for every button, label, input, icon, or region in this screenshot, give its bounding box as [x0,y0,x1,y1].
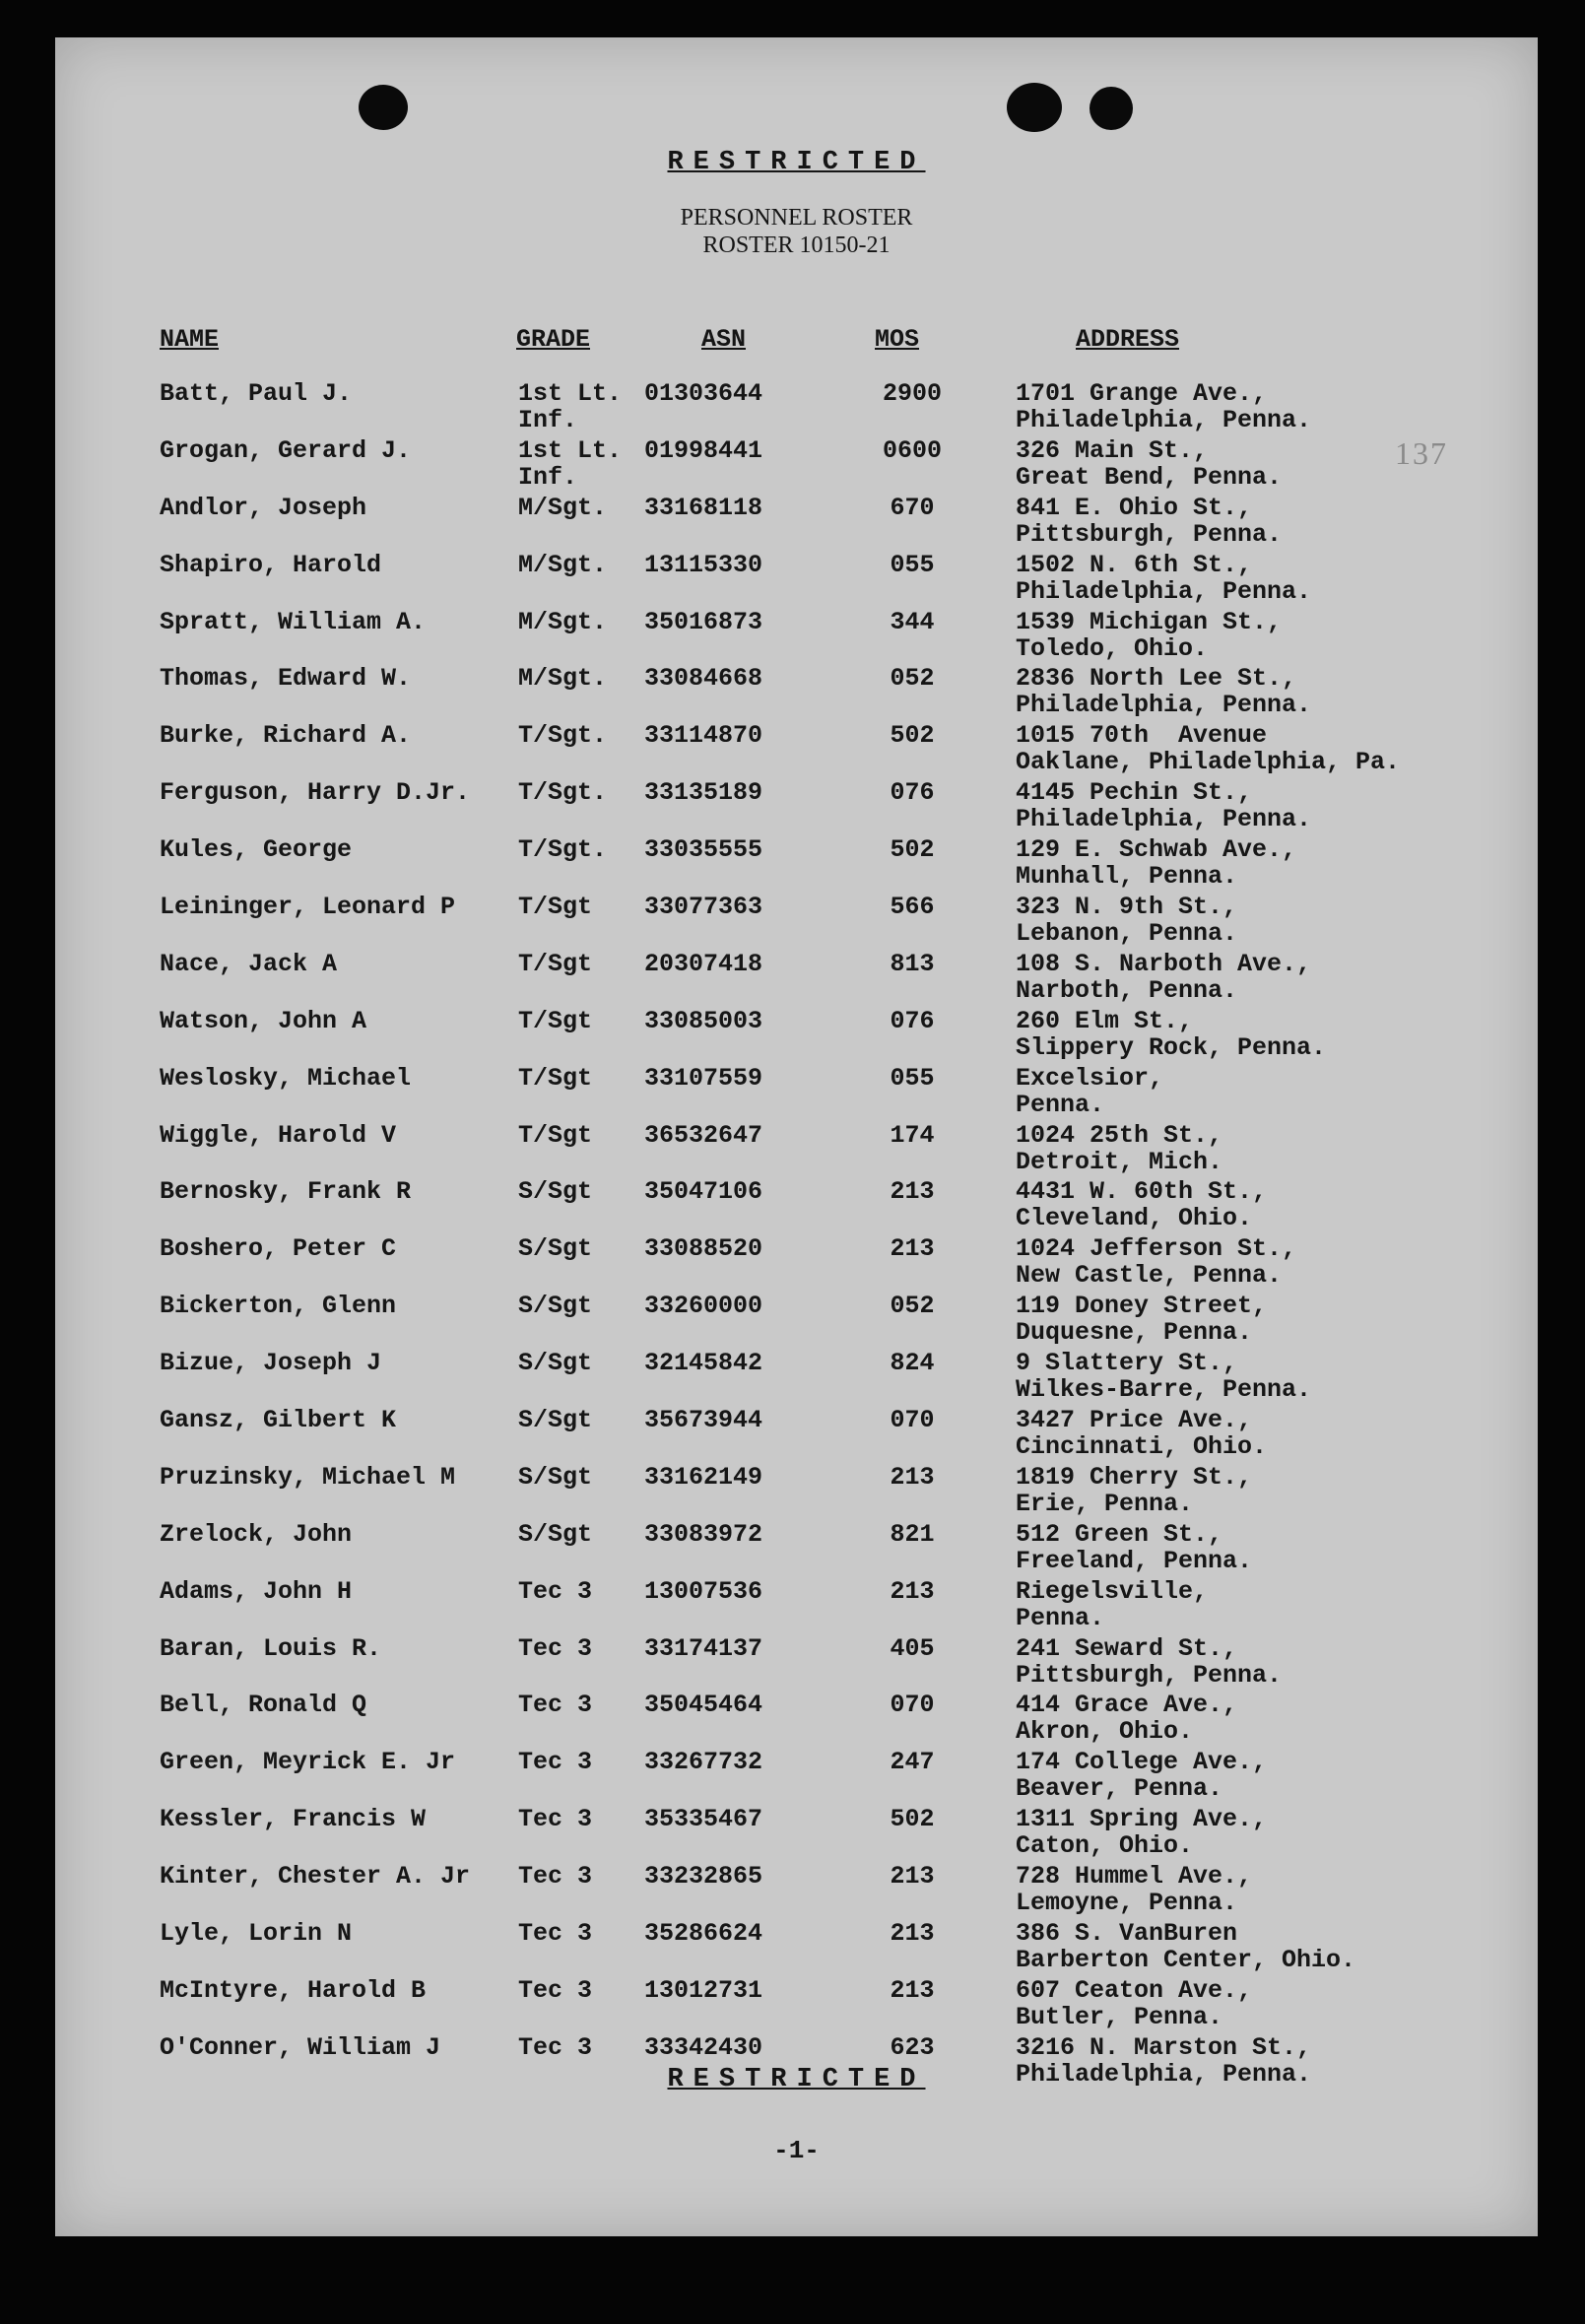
mos-cell: 623 [890,2032,935,2062]
mos-cell: 055 [890,1063,935,1093]
asn-cell: 35286624 [644,1919,763,1949]
name-cell: Leininger, Leonard P [160,893,456,922]
mos-cell: 213 [890,1862,935,1892]
mos-cell: 344 [890,607,935,636]
name-cell: Gansz, Gilbert K [160,1406,397,1435]
mos-cell: 2900 [882,379,942,408]
name-cell: Pruzinsky, Michael M [160,1462,456,1492]
name-cell: Watson, John A [160,1006,367,1035]
address-line2-cell: Great Bend, Penna. [1016,462,1283,492]
address-line1-cell: Riegelsville, [1016,1576,1209,1606]
grade-cell: S/Sgt [518,1519,593,1549]
address-line1-cell: 414 Grace Ave., [1016,1691,1238,1720]
mos-cell: 502 [890,835,935,865]
mos-cell: 502 [890,1805,935,1834]
grade-cell: S/Sgt [518,1234,593,1264]
address-line1-cell: 728 Hummel Ave., [1016,1862,1253,1892]
address-line1-cell: 512 Green St., [1016,1519,1223,1549]
address-line2-cell: Akron, Ohio. [1016,1717,1194,1747]
grade-cell: Tec 3 [518,1805,593,1834]
address-line1-cell: 841 E. Ohio St., [1016,493,1253,522]
document-page [55,37,1538,2236]
table-row [55,437,1538,495]
address-line2-cell: Caton, Ohio. [1016,1831,1194,1861]
address-line1-cell: 129 E. Schwab Ave., [1016,835,1297,865]
mos-cell: 055 [890,550,935,579]
name-cell: Ferguson, Harry D.Jr. [160,778,471,808]
table-row [55,665,1538,722]
asn-cell: 01998441 [644,435,763,465]
margin-number: 137 [1395,435,1448,471]
grade-branch-cell: Inf. [518,406,578,434]
address-line2-cell: Oaklane, Philadelphia, Pa. [1016,748,1401,777]
address-line1-cell: 1502 N. 6th St., [1016,550,1253,579]
name-cell: Adams, John H [160,1576,353,1606]
table-row [55,1920,1538,1977]
table-row [55,495,1538,552]
address-line2-cell: Penna. [1016,1603,1105,1632]
address-line2-cell: Erie, Penna. [1016,1489,1194,1518]
mos-cell: 824 [890,1349,935,1378]
table-row [55,609,1538,666]
table-row [55,380,1538,437]
address-line2-cell: Philadelphia, Penna. [1016,691,1312,720]
asn-cell: 33107559 [644,1063,763,1093]
grade-cell: S/Sgt [518,1462,593,1492]
address-line2-cell: Cincinnati, Ohio. [1016,1432,1268,1462]
name-cell: O'Conner, William J [160,2032,441,2062]
roster-table [55,380,1538,2092]
grade-cell: T/Sgt. [518,835,608,865]
mos-cell: 213 [890,1975,935,2005]
address-line2-cell: Philadelphia, Penna. [1016,576,1312,606]
address-line2-cell: Pittsburgh, Penna. [1016,519,1283,549]
grade-cell: Tec 3 [518,1748,593,1777]
address-line2-cell: Philadelphia, Penna. [1016,805,1312,834]
roster-number: ROSTER 10150-21 [702,232,891,258]
column-header-asn: ASN [701,325,747,354]
asn-cell: 33267732 [644,1748,763,1777]
table-row [55,1293,1538,1350]
grade-cell: 1st Lt. [518,379,623,408]
asn-cell: 33084668 [644,664,763,694]
address-line1-cell: 1024 Jefferson St., [1016,1234,1297,1264]
mos-cell: 213 [890,1919,935,1949]
address-line1-cell: 119 Doney Street, [1016,1292,1268,1321]
address-line1-cell: 260 Elm St., [1016,1006,1194,1035]
grade-cell: S/Sgt [518,1406,593,1435]
address-line1-cell: 1819 Cherry St., [1016,1462,1253,1492]
grade-cell: Tec 3 [518,1633,593,1663]
name-cell: Kessler, Francis W [160,1805,427,1834]
address-line1-cell: 174 College Ave., [1016,1748,1268,1777]
punch-hole-far-right [1090,87,1133,130]
table-row [55,1464,1538,1521]
name-cell: Bickerton, Glenn [160,1292,397,1321]
address-line1-cell: 1701 Grange Ave., [1016,379,1268,408]
address-line1-cell: 4145 Pechin St., [1016,778,1253,808]
column-header-grade: GRADE [516,325,591,354]
name-cell: Thomas, Edward W. [160,664,412,694]
address-line1-cell: 1539 Michigan St., [1016,607,1283,636]
grade-cell: T/Sgt [518,949,593,978]
table-row [55,1806,1538,1863]
table-row [55,836,1538,894]
mos-cell: 213 [890,1576,935,1606]
asn-cell: 33260000 [644,1292,763,1321]
name-cell: Andlor, Joseph [160,493,367,522]
address-line1-cell: 323 N. 9th St., [1016,893,1238,922]
punch-hole-right [1007,83,1062,132]
address-line2-cell: Cleveland, Ohio. [1016,1204,1253,1233]
address-line2-cell: Beaver, Penna. [1016,1774,1223,1804]
grade-cell: S/Sgt [518,1349,593,1378]
mos-cell: 405 [890,1633,935,1663]
asn-cell: 33232865 [644,1862,763,1892]
address-line2-cell: Wilkes-Barre, Penna. [1016,1375,1312,1405]
table-row [55,1407,1538,1464]
mos-cell: 670 [890,493,935,522]
asn-cell: 35016873 [644,607,763,636]
table-row [55,1692,1538,1749]
asn-cell: 33083972 [644,1519,763,1549]
grade-cell: M/Sgt. [518,607,608,636]
table-row [55,1578,1538,1635]
table-row [55,1521,1538,1578]
address-line2-cell: New Castle, Penna. [1016,1261,1283,1291]
mos-cell: 213 [890,1177,935,1207]
table-row [55,722,1538,779]
address-line2-cell: Duquesne, Penna. [1016,1318,1253,1348]
asn-cell: 01303644 [644,379,763,408]
address-line2-cell: Pittsburgh, Penna. [1016,1660,1283,1690]
address-line1-cell: 1311 Spring Ave., [1016,1805,1268,1834]
grade-cell: M/Sgt. [518,664,608,694]
address-line1-cell: 1024 25th St., [1016,1120,1223,1150]
mos-cell: 070 [890,1691,935,1720]
table-row [55,1178,1538,1235]
column-header-address: ADDRESS [1076,325,1180,354]
address-line1-cell: 108 S. Narboth Ave., [1016,949,1312,978]
asn-cell: 32145842 [644,1349,763,1378]
mos-cell: 566 [890,893,935,922]
table-row [55,894,1538,951]
column-header-mos: MOS [875,325,920,354]
page-number: -1- [773,2136,820,2165]
grade-cell: S/Sgt [518,1292,593,1321]
address-line1-cell: 3427 Price Ave., [1016,1406,1253,1435]
asn-cell: 36532647 [644,1120,763,1150]
table-row [55,779,1538,836]
table-row [55,1749,1538,1806]
table-row [55,1635,1538,1693]
grade-cell: M/Sgt. [518,493,608,522]
mos-cell: 076 [890,1006,935,1035]
grade-cell: T/Sgt [518,1063,593,1093]
name-cell: Spratt, William A. [160,607,427,636]
grade-cell: T/Sgt [518,893,593,922]
name-cell: Zrelock, John [160,1519,353,1549]
table-row [55,1122,1538,1179]
name-cell: Burke, Richard A. [160,721,412,751]
mos-cell: 247 [890,1748,935,1777]
name-cell: Kinter, Chester A. Jr [160,1862,471,1892]
table-row [55,1065,1538,1122]
asn-cell: 33168118 [644,493,763,522]
address-line2-cell: Lebanon, Penna. [1016,919,1238,949]
grade-cell: 1st Lt. [518,435,623,465]
asn-cell: 33174137 [644,1633,763,1663]
roster-title: PERSONNEL ROSTER [680,205,913,231]
table-row [55,1235,1538,1293]
asn-cell: 13115330 [644,550,763,579]
address-line2-cell: Toledo, Ohio. [1016,633,1209,663]
asn-cell: 33088520 [644,1234,763,1264]
address-line1-cell: 4431 W. 60th St., [1016,1177,1268,1207]
address-line2-cell: Lemoyne, Penna. [1016,1889,1238,1918]
column-header-name: NAME [160,325,220,354]
name-cell: Bizue, Joseph J [160,1349,382,1378]
asn-cell: 33135189 [644,778,763,808]
address-line1-cell: 241 Seward St., [1016,1633,1238,1663]
name-cell: Bernosky, Frank R [160,1177,412,1207]
name-cell: Grogan, Gerard J. [160,435,412,465]
name-cell: Batt, Paul J. [160,379,353,408]
address-line1-cell: Excelsior, [1016,1063,1164,1093]
table-row [55,1863,1538,1920]
mos-cell: 070 [890,1406,935,1435]
name-cell: McIntyre, Harold B [160,1975,427,2005]
mos-cell: 821 [890,1519,935,1549]
punch-hole-left [359,85,408,130]
name-cell: Baran, Louis R. [160,1633,382,1663]
address-line2-cell: Slippery Rock, Penna. [1016,1032,1327,1062]
grade-cell: Tec 3 [518,1691,593,1720]
asn-cell: 35047106 [644,1177,763,1207]
name-cell: Nace, Jack A [160,949,338,978]
mos-cell: 213 [890,1234,935,1264]
classification-bottom: RESTRICTED [667,2065,926,2094]
classification-top: RESTRICTED [667,148,926,177]
address-line2-cell: Butler, Penna. [1016,2002,1223,2031]
mos-cell: 213 [890,1462,935,1492]
grade-cell: S/Sgt [518,1177,593,1207]
address-line2-cell: Narboth, Penna. [1016,975,1238,1005]
name-cell: Weslosky, Michael [160,1063,412,1093]
name-cell: Boshero, Peter C [160,1234,397,1264]
grade-cell: T/Sgt. [518,778,608,808]
asn-cell: 33077363 [644,893,763,922]
address-line2-cell: Philadelphia, Penna. [1016,2059,1312,2089]
grade-cell: Tec 3 [518,1576,593,1606]
address-line2-cell: Munhall, Penna. [1016,862,1238,892]
name-cell: Kules, George [160,835,353,865]
asn-cell: 20307418 [644,949,763,978]
address-line2-cell: Penna. [1016,1090,1105,1119]
asn-cell: 33342430 [644,2032,763,2062]
grade-cell: M/Sgt. [518,550,608,579]
asn-cell: 33035555 [644,835,763,865]
address-line1-cell: 9 Slattery St., [1016,1349,1238,1378]
address-line1-cell: 2836 North Lee St., [1016,664,1297,694]
address-line2-cell: Barberton Center, Ohio. [1016,1946,1356,1975]
address-line2-cell: Detroit, Mich. [1016,1147,1223,1176]
mos-cell: 076 [890,778,935,808]
address-line2-cell: Freeland, Penna. [1016,1546,1253,1575]
name-cell: Bell, Ronald Q [160,1691,367,1720]
mos-cell: 813 [890,949,935,978]
address-line1-cell: 386 S. VanBuren [1016,1919,1238,1949]
asn-cell: 35335467 [644,1805,763,1834]
grade-cell: T/Sgt [518,1006,593,1035]
table-row [55,1008,1538,1065]
asn-cell: 33162149 [644,1462,763,1492]
address-line1-cell: 607 Ceaton Ave., [1016,1975,1253,2005]
grade-cell: T/Sgt. [518,721,608,751]
grade-cell: Tec 3 [518,2032,593,2062]
address-line1-cell: 326 Main St., [1016,435,1209,465]
asn-cell: 13012731 [644,1975,763,2005]
asn-cell: 33114870 [644,721,763,751]
grade-cell: Tec 3 [518,1919,593,1949]
mos-cell: 174 [890,1120,935,1150]
table-row [55,1350,1538,1407]
address-line2-cell: Philadelphia, Penna. [1016,406,1312,434]
mos-cell: 0600 [882,435,942,465]
table-row [55,951,1538,1008]
table-row [55,552,1538,609]
name-cell: Green, Meyrick E. Jr [160,1748,456,1777]
asn-cell: 33085003 [644,1006,763,1035]
grade-cell: Tec 3 [518,1862,593,1892]
grade-cell: T/Sgt [518,1120,593,1150]
name-cell: Lyle, Lorin N [160,1919,353,1949]
table-row [55,1977,1538,2034]
address-line1-cell: 3216 N. Marston St., [1016,2032,1312,2062]
grade-cell: Tec 3 [518,1975,593,2005]
name-cell: Shapiro, Harold [160,550,382,579]
mos-cell: 502 [890,721,935,751]
mos-cell: 052 [890,1292,935,1321]
mos-cell: 052 [890,664,935,694]
grade-branch-cell: Inf. [518,462,578,492]
address-line1-cell: 1015 70th Avenue [1016,721,1268,751]
asn-cell: 35045464 [644,1691,763,1720]
name-cell: Wiggle, Harold V [160,1120,397,1150]
asn-cell: 35673944 [644,1406,763,1435]
asn-cell: 13007536 [644,1576,763,1606]
